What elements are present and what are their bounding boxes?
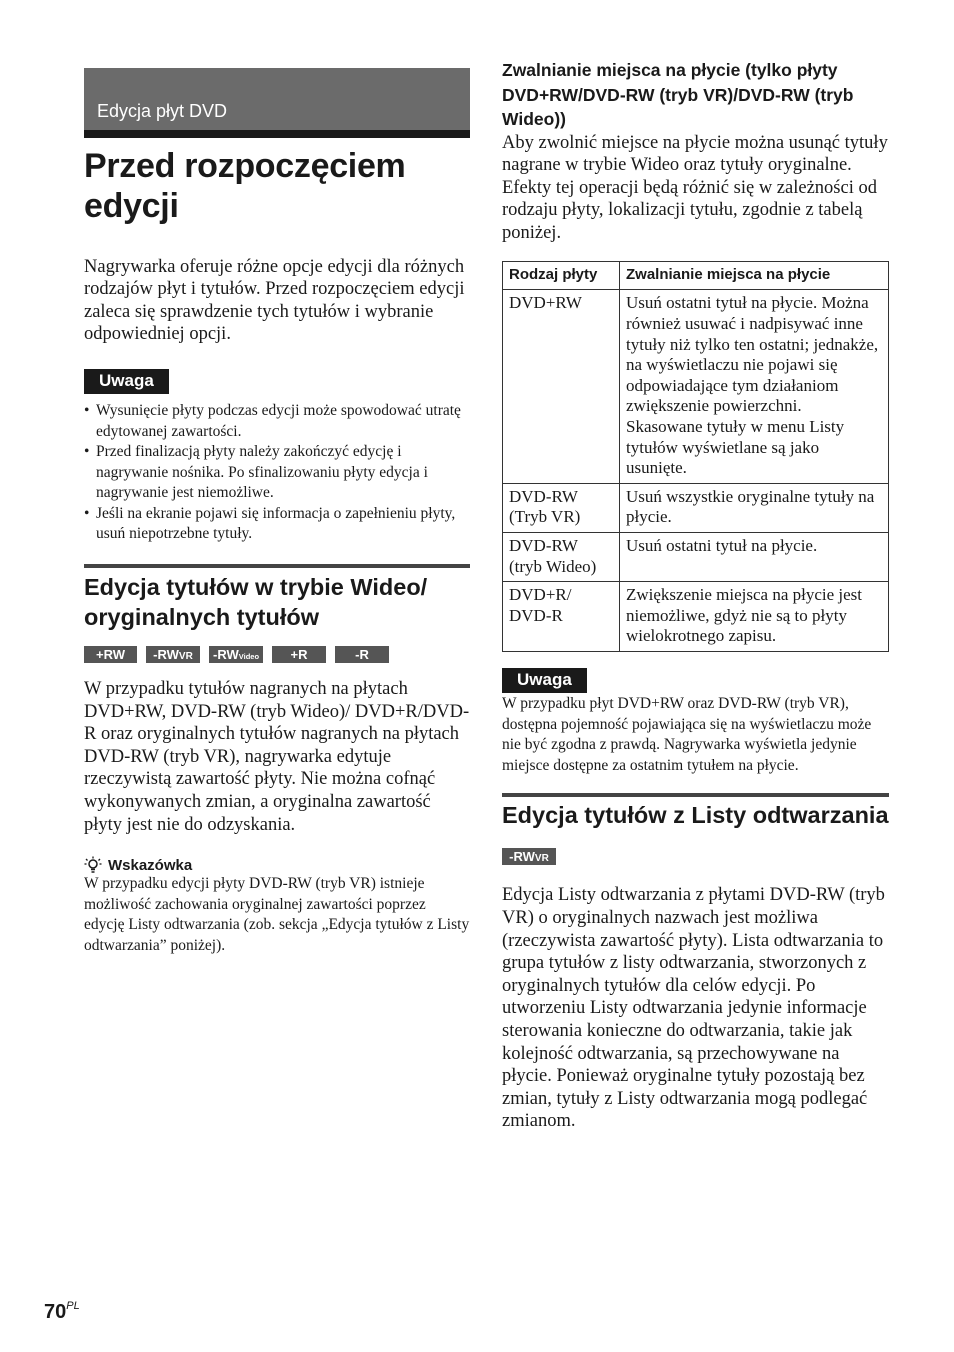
table-cell: DVD+R/ DVD-R <box>503 582 620 652</box>
right-column <box>502 58 889 1133</box>
section-title-video-edit: Edycja tytułów w trybie Wideo/ oryginalnych tytułów <box>84 574 428 631</box>
badge-plus-r: +R <box>272 646 326 663</box>
note-block-2 <box>502 668 889 776</box>
table-cell: Usuń ostatni tytuł na płycie. <box>620 533 889 582</box>
note-list <box>84 401 470 545</box>
intro-paragraph: Nagrywarka oferuje różne opcje edycji dla różnych rodzajów płyt i tytułów. Przed rozpoczęciem edycji zaleca się sprawdzenie tych tytułów i wybranie odpowiedniej opcji. <box>84 256 465 345</box>
section-divider <box>502 793 889 797</box>
table-header: Rodzaj płyty <box>503 262 620 290</box>
disc-badges <box>502 848 889 865</box>
disc-badges <box>84 646 470 663</box>
table-header-row <box>503 262 889 290</box>
lightbulb-icon <box>84 856 102 874</box>
badge-plus-rw: +RW <box>84 646 137 663</box>
note-item: • Wysunięcie płyty podczas edycji może spowodować utratę edytowanej zawartości. <box>84 401 470 442</box>
chapter-header-bar <box>84 68 470 138</box>
section-title-free-space: Zwalnianie miejsca na płycie (tylko płyty DVD+RW/DVD-RW (tryb VR)/DVD-RW (tryb Wideo)) <box>502 60 854 129</box>
table-row <box>503 483 889 532</box>
badge-minus-rw-vr: -RWVR <box>146 646 200 663</box>
section-title-playlist-edit: Edycja tytułów z Listy odtwarzania <box>502 802 889 829</box>
tip-label: Wskazówka <box>108 856 193 874</box>
note-item: • Jeśli na ekranie pojawi się informacja o zapełnieniu płyty, usuń niepotrzebne tytuły. <box>84 504 470 545</box>
section-divider <box>84 564 470 568</box>
table-cell: Usuń ostatni tytuł na płycie. Można również usuwać i nadpisywać inne tytuły niż tylko ten ostatni; jednakże, na wyświetlaczu nie pojawi się odpowiadające tym działaniom zwiększenie powierzchni. Skasowane tytuły w menu Listy tytułów wyświetlane są jako usunięte. <box>620 290 889 483</box>
section-body: W przypadku tytułów nagranych na płytach DVD+RW, DVD-RW (tryb Wideo)/ DVD+R/DVD-R oraz oryginalnych tytułów nagranych na płytach DVD-RW (tryb VR), nagrywarka edytuje rzeczywistą zawartość płyty. Nie można cofnąć wykonywanych zmian, a oryginalna zawartość płyty jest nie do odzyskania. <box>84 679 470 835</box>
table-cell: DVD+RW <box>503 290 620 483</box>
badge-minus-r: -R <box>335 646 389 663</box>
note-item: • Przed finalizacją płyty należy zakończyć edycję i nagrywanie nośnika. Po sfinalizowaniu płyty edycja i nagrywanie jest niemożliwe. <box>84 442 470 504</box>
table-row <box>503 582 889 652</box>
badge-minus-rw-video: -RWVideo <box>209 646 263 663</box>
note-label: Uwaga <box>84 369 169 394</box>
table-cell: Zwiększenie miejsca na płycie jest niemożliwe, gdyż nie są to płyty wielokrotnego zapisu. <box>620 582 889 652</box>
table-row <box>503 533 889 582</box>
free-space-body: Aby zwolnić miejsce na płycie można usunąć tytuły nagrane w trybie Wideo oraz tytuły oryginalne. Efekty tej operacji będą różnić się w zależności od rodzaju płyty, lokalizacji tytułu, zgodnie z tabelą poniżej. <box>502 132 888 243</box>
chapter-title: Edycja płyt DVD <box>97 101 228 121</box>
tip-block <box>84 856 470 956</box>
disc-table <box>502 261 889 652</box>
table-cell: Usuń wszystkie oryginalne tytuły na płycie. <box>620 483 889 532</box>
tip-heading <box>84 856 470 874</box>
page-number: $70^{PL}$ <box>44 1300 80 1323</box>
badge-minus-rw-vr: -RWVR <box>502 848 556 865</box>
tip-text: W przypadku edycji płyty DVD-RW (tryb VR) istnieje możliwość zachowania oryginalnej zawartości poprzez edycję Listy odtwarzania (zob. sekcja „Edycja tytułów z Listy odtwarzania” poniżej). <box>84 875 470 954</box>
note-block-1 <box>84 369 470 545</box>
page-title: Przed rozpoczęciem edycji <box>84 147 406 225</box>
left-column <box>84 68 470 957</box>
table-cell: DVD-RW (tryb Wideo) <box>503 533 620 582</box>
table-header: Zwalnianie miejsca na płycie <box>620 262 889 290</box>
note-text: W przypadku płyt DVD+RW oraz DVD-RW (tryb VR), dostępna pojemność pojawiająca się na wyświetlaczu może nie być zgodna z prawdą. Nagrywarka wyświetla jedynie miejsce dostępne za ostatnim tytułem na płycie. <box>502 694 872 774</box>
playlist-body: Edycja Listy odtwarzania z płytami DVD-RW (tryb VR) o oryginalnych nazwach jest możliwa (rzeczywista zawartość płyty). Lista odtwarzania to grupa tytułów z listy odtwarzania, stworzonych z oryginalnych tytułów dla celów edycji. Po utworzeniu Listy odtwarzania jedynie informacje sterowania konieczne do odtwarzania, takie jak kolejność odtwarzania, są przechowywane na płycie. Ponieważ oryginalne tytuły pozostają bez zmian, tytuły z Listy odtwarzania mogą podlegać zmianom. <box>502 885 885 1132</box>
table-cell: DVD-RW (Tryb VR) <box>503 483 620 532</box>
table-row <box>503 290 889 483</box>
note-label: Uwaga <box>502 668 587 693</box>
